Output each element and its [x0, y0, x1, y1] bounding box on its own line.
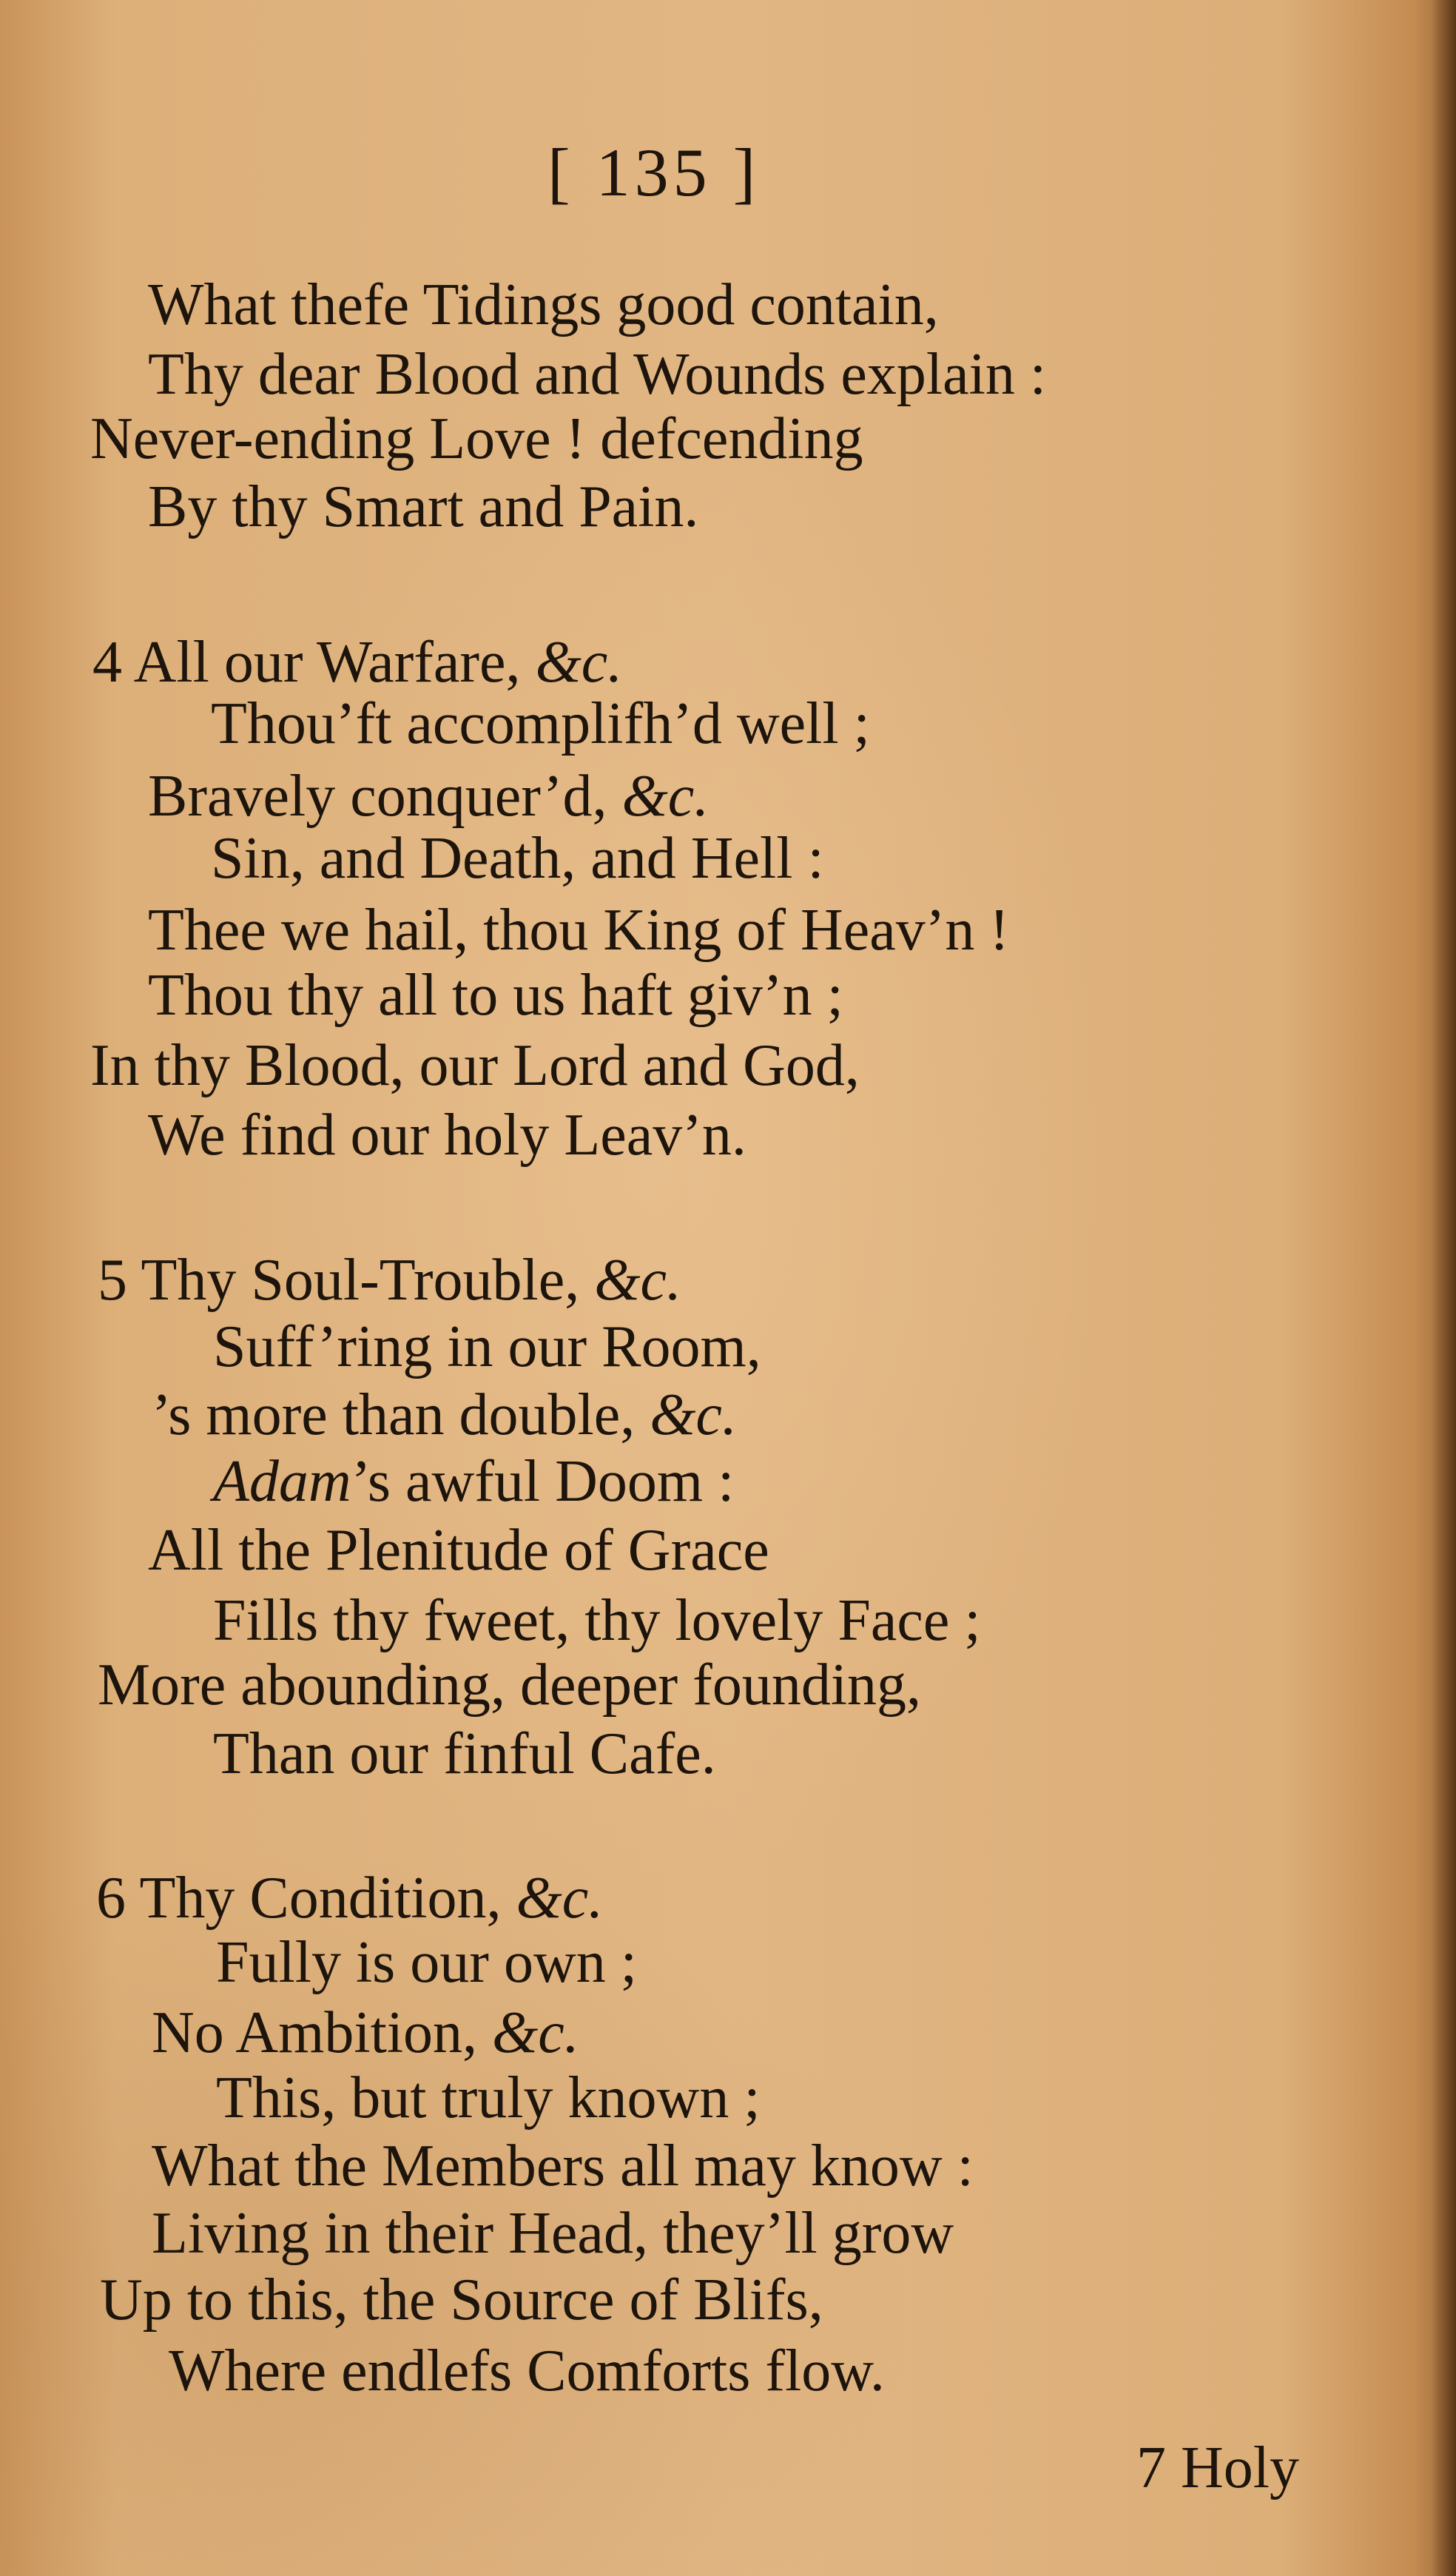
verse-line: Suff’ring in our Room,: [213, 1314, 761, 1379]
verse-line: No Ambition, &c.: [152, 2000, 579, 2065]
verse-line: Thou’ft accomplifh’d well ;: [211, 691, 870, 756]
verse-line: Bravely conquer’d, &c.: [148, 764, 710, 829]
verse-line: Thy dear Blood and Wounds explain :: [148, 342, 1047, 407]
catchword: 7 Holy: [1136, 2435, 1299, 2501]
verse-line: Thee we hail, thou King of Heav’n !: [148, 898, 1010, 963]
verse-line: Up to this, the Source of Blifs,: [100, 2267, 823, 2333]
verse-line: Living in their Head, they’ll grow: [152, 2201, 954, 2266]
verse-line: What thefe Tidings good contain,: [148, 272, 939, 337]
verse-line: Than our finful Cafe.: [213, 1721, 716, 1786]
verse-line: Where endlefs Comforts flow.: [169, 2338, 885, 2404]
verse-line: ’s more than double, &c.: [152, 1382, 737, 1447]
verse-line: More abounding, deeper founding,: [98, 1652, 922, 1718]
verse-line: 4 All our Warfare, &c.: [92, 630, 623, 695]
verse-line: We find our holy Leav’n.: [148, 1103, 746, 1168]
verse-line: Fully is our own ;: [216, 1930, 637, 1995]
verse-line: This, but truly known ;: [216, 2065, 761, 2131]
page-edge-shadow: [1431, 0, 1456, 2576]
verse-line: Adam’s awful Doom :: [213, 1449, 735, 1514]
verse-line: Fills thy fweet, thy lovely Face ;: [213, 1588, 981, 1653]
verse-line: What the Members all may know :: [152, 2133, 974, 2199]
verse-line: Sin, and Death, and Hell :: [211, 826, 824, 891]
verse-line: 5 Thy Soul-Trouble, &c.: [98, 1248, 681, 1313]
verse-line: Thou thy all to us haft giv’n ;: [148, 963, 843, 1028]
page-number-header: [ 135 ]: [547, 135, 761, 210]
verse-line: Never-ending Love ! defcending: [90, 406, 863, 471]
verse-line: 6 Thy Condition, &c.: [96, 1866, 604, 1931]
verse-line: In thy Blood, our Lord and God,: [90, 1033, 860, 1098]
verse-line: By thy Smart and Pain.: [148, 474, 699, 539]
verse-line: All the Plenitude of Grace: [148, 1518, 769, 1583]
